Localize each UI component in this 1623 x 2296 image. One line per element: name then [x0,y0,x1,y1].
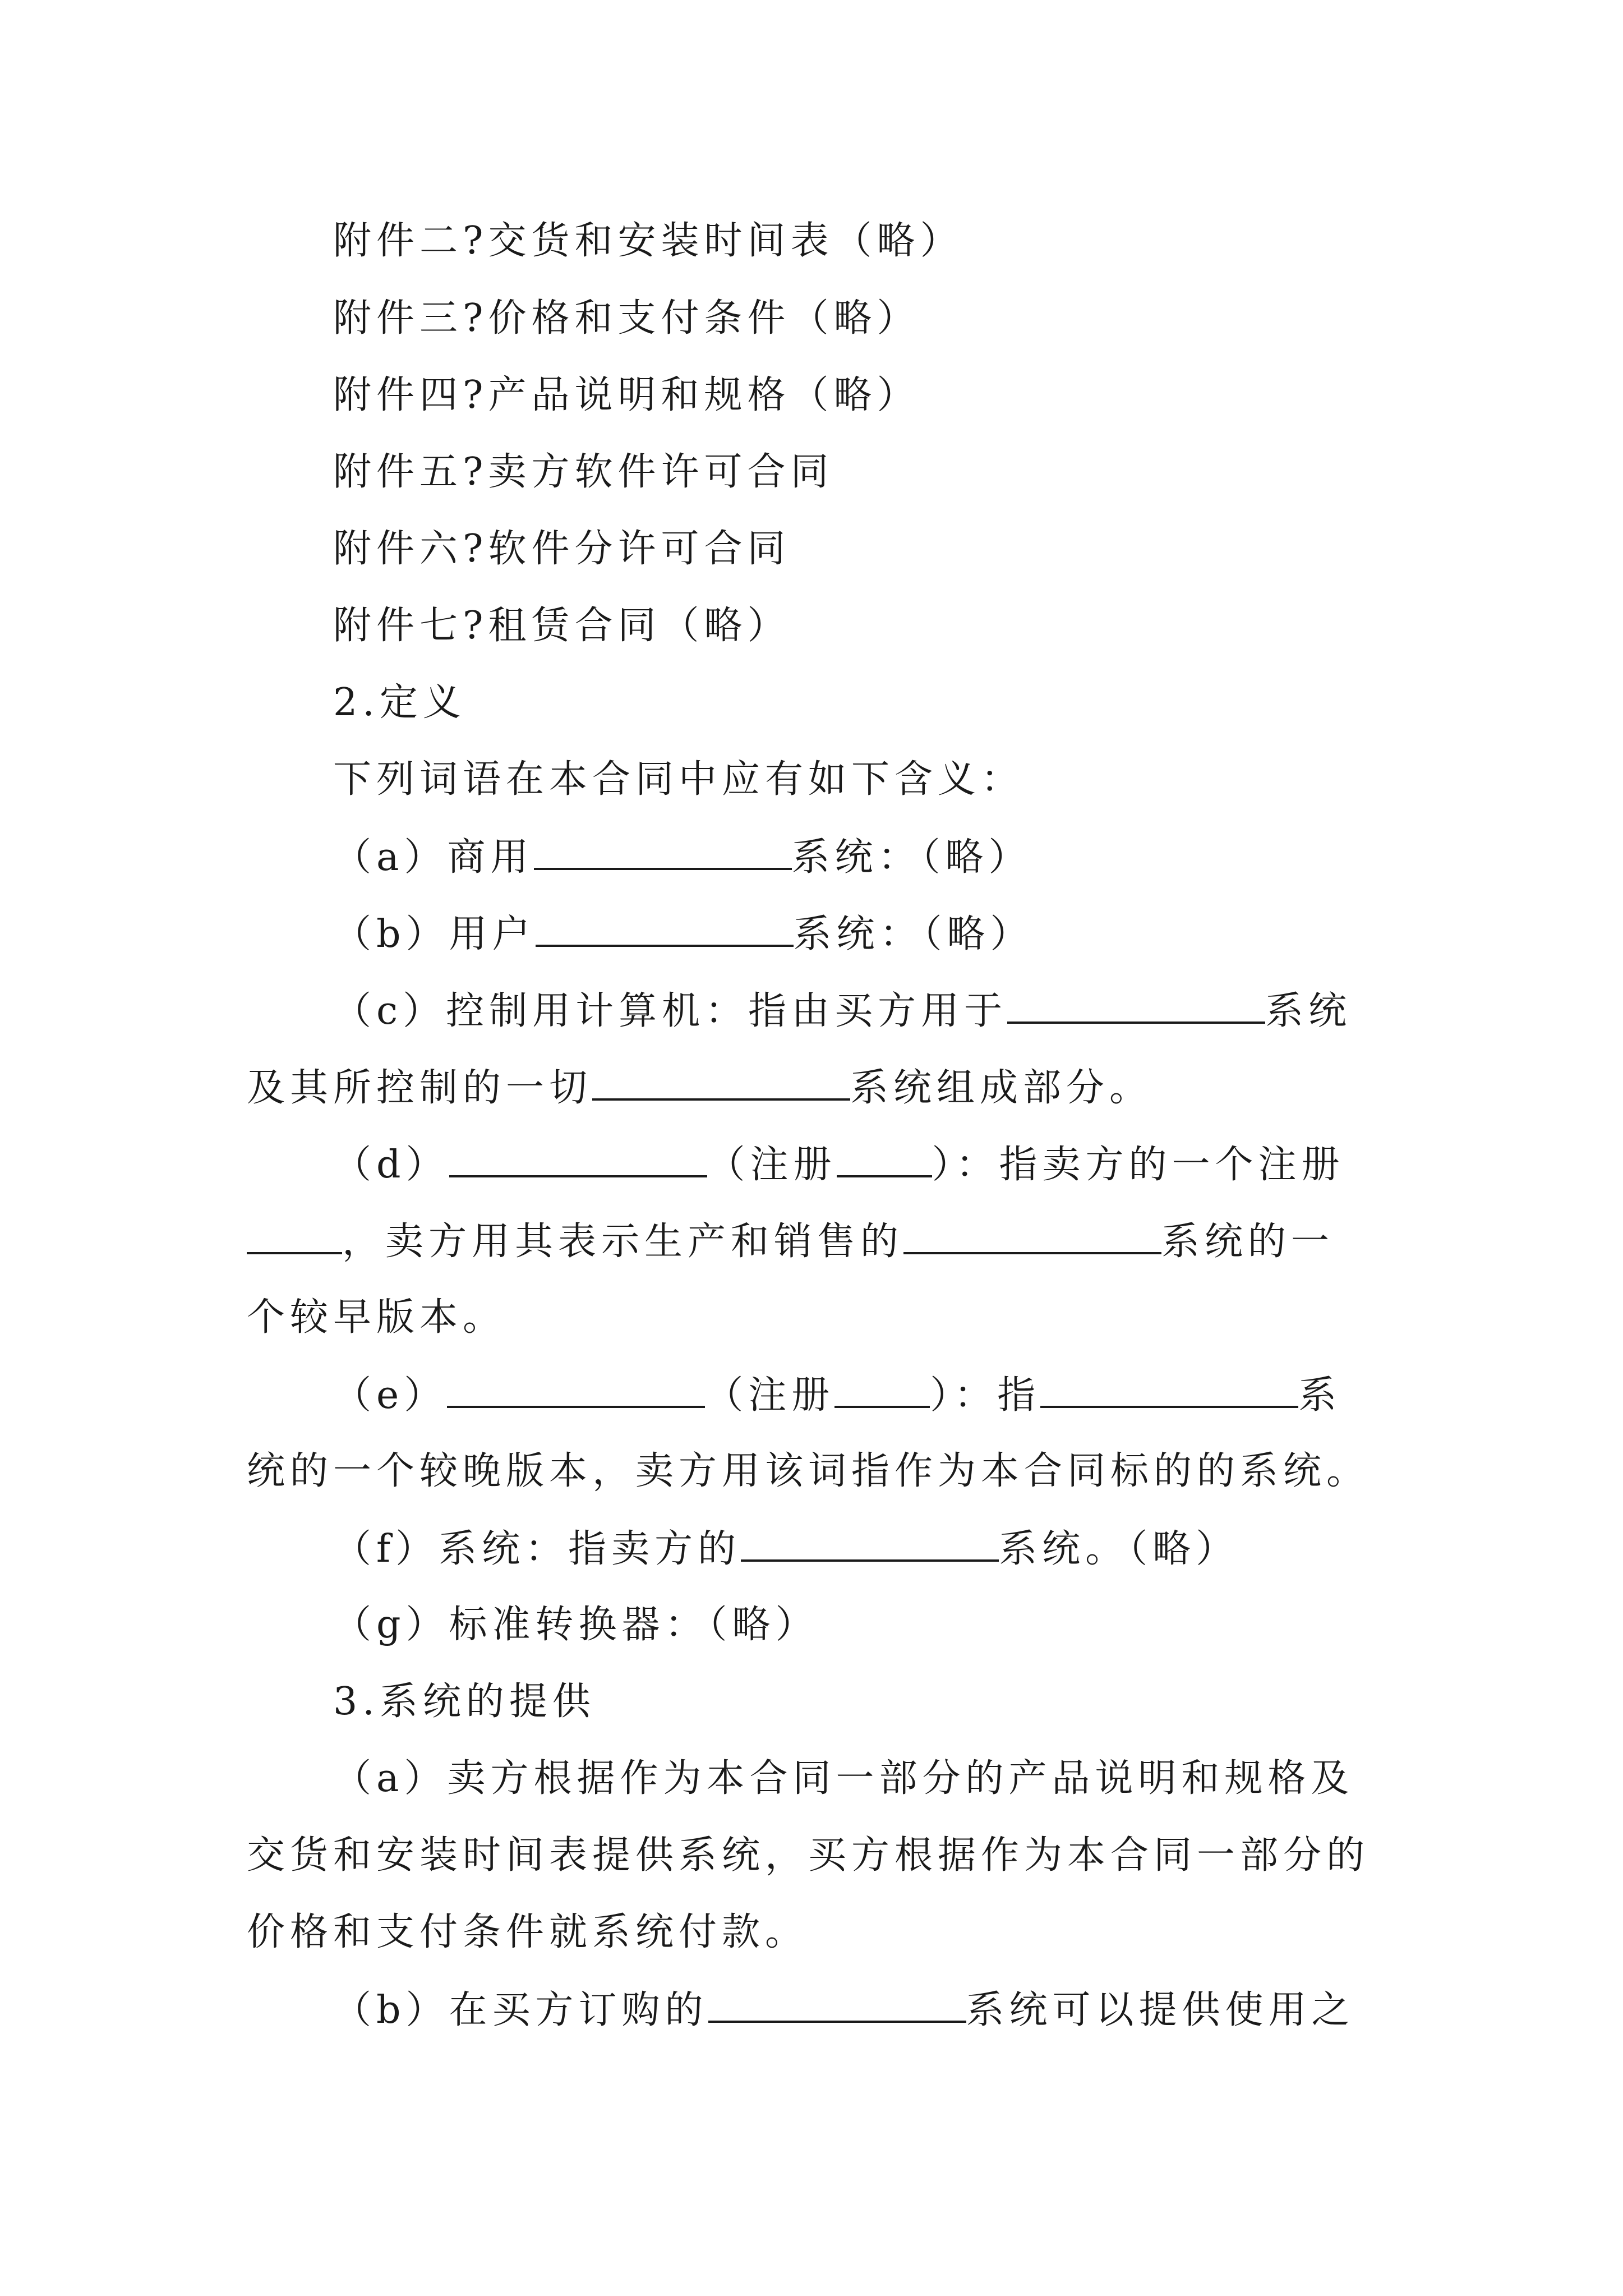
blank-line [903,1213,1161,1254]
definition-d-line-1 [333,1136,1345,1193]
definition-c-line-2 [247,1059,1152,1116]
blank-line [834,1366,930,1408]
definition-g: （g）标准转换器：（略） [333,1603,819,1647]
definition-f [333,1520,1239,1577]
blank-line [708,1981,966,2023]
definition-d-lead: （d） [333,1143,449,1187]
blank-line [741,1520,999,1562]
section-3-b-tail: 系统可以提供使用之 [966,1988,1355,2032]
definition-e-mid2: ）：指 [930,1373,1041,1418]
definition-d-tail: ）：指卖方的一个注册 [932,1143,1345,1187]
appendix-3: 附件三?价格和支付条件（略） [333,296,920,341]
definition-f-tail: 系统。（略） [999,1527,1239,1571]
definition-d-line-3: 个较早版本。 [247,1295,506,1340]
section-2-intro: 下列词语在本合同中应有如下含义： [333,757,1025,802]
definition-c-line-1 [333,982,1352,1039]
definition-b-lead: （b）用户 [333,912,536,956]
definition-d2-tail: 系统的一 [1161,1220,1335,1264]
section-2-heading: 2.定义 [333,680,466,725]
blank-line [247,1213,342,1254]
blank-line [447,1366,705,1408]
definition-e-tail: 系 [1298,1373,1342,1418]
definition-c2-tail: 系统组成部分。 [850,1066,1153,1110]
blank-line [1007,982,1265,1024]
section-3-a-line-1: （a）卖方根据作为本合同一部分的产品说明和规格及 [333,1756,1354,1801]
definition-d-line-2 [247,1213,1334,1270]
blank-line [1040,1366,1298,1408]
definition-e-line-1 [333,1366,1341,1424]
blank-line [534,829,792,870]
blank-line [449,1136,707,1177]
definition-a [333,829,1032,886]
definition-c2-lead: 及其所控制的一切 [247,1066,593,1110]
definition-f-lead: （f）系统：指卖方的 [333,1527,741,1571]
appendix-5: 附件五?卖方软件许可合同 [333,450,834,494]
appendix-6: 附件六?软件分许可合同 [333,527,791,571]
section-3-b-line-1 [333,1981,1355,2039]
definition-e-lead: （e） [333,1373,448,1418]
definition-d-mid: （注册 [707,1143,837,1187]
definition-e-line-2: 统的一个较晚版本，卖方用该词指作为本合同标的的系统。 [247,1449,1370,1493]
section-3-heading: 3.系统的提供 [333,1680,596,1724]
section-3-b-lead: （b）在买方订购的 [333,1988,708,2032]
section-3-a-line-3: 价格和支付条件就系统付款。 [247,1910,809,1954]
blank-line [837,1136,932,1177]
blank-line [592,1059,850,1101]
blank-line [536,905,794,947]
definition-d2-mid: ，卖方用其表示生产和销售的 [342,1220,904,1264]
definition-e-mid: （注册 [705,1373,835,1418]
appendix-7: 附件七?租赁合同（略） [333,604,791,648]
definition-a-lead: （a）商用 [333,835,534,880]
section-3-a-line-2: 交货和安装时间表提供系统，买方根据作为本合同一部分的 [247,1833,1370,1878]
definition-b-tail: 系统：（略） [793,912,1034,956]
definition-b [333,905,1034,963]
definition-a-tail: 系统：（略） [791,835,1032,880]
definition-c-tail: 系统 [1265,989,1352,1033]
appendix-2: 附件二?交货和安装时间表（略） [333,219,963,263]
definition-c-lead: （c）控制用计算机：指由买方用于 [333,989,1008,1033]
appendix-4: 附件四?产品说明和规格（略） [333,373,920,417]
